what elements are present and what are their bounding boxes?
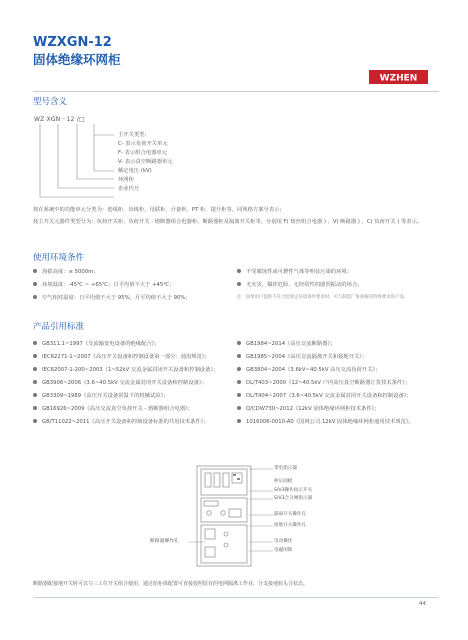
model-code-bracket-lines [34, 122, 129, 200]
environment-item: 无火灾、爆炸危险、无经常性的剧烈振动的场合。 [237, 281, 363, 289]
bullet-icon [237, 406, 241, 410]
footer-note: 断路器配接地开关时可以与三工位开关组合使用，通过给柜体配置可直接按照原有的电网隔离工作业，分支接地转头合状态。 [33, 581, 309, 587]
brand-logo [369, 70, 428, 84]
svg-text:WZHEN: WZHEN [379, 73, 418, 84]
bullet-icon [237, 269, 241, 273]
standard-item: GB3309~1989《高压开关设备常温下的机械试验》； [33, 392, 169, 400]
standard-item: IEC62271-1~2007《高压开关设备和控制设备第一部分：通用规范》； [33, 353, 210, 361]
model-label: C- 表示负荷开关单元 [118, 141, 168, 147]
environment-item: 海拔高度：≤ 5000m； [33, 268, 99, 276]
bullet-icon [237, 380, 241, 384]
bullet-icon [33, 367, 37, 371]
section-heading-model: 型号含义 [33, 97, 68, 107]
standard-item: GB/T11022~2011《高压开关设备和控制设备标准的共用技术条件》； [33, 418, 209, 426]
bullet-icon [33, 380, 37, 384]
environment-item: 环境温度：-45℃ ~ +65℃；日平均值不大于 +45℃； [33, 281, 175, 289]
model-label: V- 表示真空断路器单元 [118, 159, 173, 165]
diagram-label: 柜后面板 [274, 479, 293, 484]
environment-note: 注：如果用户提供不符合此规定环境条件要求时，可与制造厂协商解决特殊要求的产品。 [237, 295, 409, 300]
section-heading-standards: 产品引用标准 [33, 322, 85, 332]
bullet-icon [33, 295, 37, 299]
bullet-icon [33, 341, 37, 345]
header-divider [33, 91, 439, 92]
standard-item: IEC62007-1-200~2003《1~52kV 交流金属封闭开关设备和控制设备》； [33, 366, 218, 374]
diagram-label: 隔离开关操作孔 [274, 512, 307, 517]
standard-item: Q/CDW730~2012《12kV 固体绝缘环网柜技术条件》； [237, 405, 380, 413]
model-label: 环网柜 [118, 177, 134, 183]
page-title: WZXGN-12 [33, 35, 112, 50]
bullet-icon [237, 354, 241, 358]
standard-item: 1016006-0010-A0《国网公司 12kV 固体绝缘环网柜通用技术规范》。 [237, 418, 414, 426]
standard-item: GB1984~2014《高压交流断路器》； [237, 340, 335, 348]
standard-item: DL/T403~2000《12~40.5kV 户内高压真空断路器订货技术条件》； [237, 379, 410, 387]
footer-divider [33, 597, 439, 598]
standard-item: DL/T404~2007《3.6~40.5kV 交流金属封闭开关设备和控制设备》； [237, 392, 412, 400]
bullet-icon [33, 354, 37, 358]
bullet-icon [33, 282, 37, 286]
standard-item: GB3906~2006《3.6~40.5kV 交流金属封闭开关设备和控制设备》； [33, 379, 207, 387]
model-paragraph: 按主开关元器件类型分为：负荷开关柜、负荷开关 - 熔断器组合电器柜、断路器柜及隔离开关柜等，分别用 F( 熔丝组合电器 ) 、V( 断路器 ) 、C( 负荷开关 ) 等表示。 [33, 219, 423, 225]
model-label: F- 表示组合电器单元 [118, 150, 168, 156]
diagram-label: 电动操作 [274, 539, 293, 544]
page-number: 44 [419, 601, 426, 607]
model-label: 企业代号 [118, 186, 140, 192]
bullet-icon [33, 406, 37, 410]
standard-item: GB1985~2004《高压交流隔离开关和接地开关》； [237, 353, 367, 361]
diagram-leader-lines-left [148, 465, 258, 575]
diagram-label: 接地开关操作孔 [274, 523, 307, 528]
section-heading-environment: 使用环境条件 [33, 253, 85, 263]
bullet-icon [33, 419, 37, 423]
diagram-label: 带电指示器 [274, 466, 297, 471]
standard-item: GB3804~2004《3.6kV~40.5kV 高压交流负荷开关》； [237, 366, 380, 374]
diagram-label: S/V3合分闸指示器 [274, 496, 313, 501]
environment-item: 不受腐蚀性或可燃性气体等明显污染的环境； [237, 268, 352, 276]
model-label: 额定电压 (kV) [118, 168, 152, 174]
bullet-icon [237, 393, 241, 397]
model-code: WZ XGN－12 /□ [34, 116, 85, 123]
bullet-icon [33, 269, 37, 273]
bullet-icon [237, 282, 241, 286]
model-label: 主开关类型: [118, 132, 147, 138]
bullet-icon [237, 419, 241, 423]
standard-item: GB16926~2009《高压交流真空负荷开关 - 熔断器组合电器》； [33, 405, 193, 413]
bullet-icon [237, 341, 241, 345]
environment-item: 空气相对温度：日平均值不大于 95%，月平均值不大于 90%； [33, 294, 191, 302]
diagram-label: S/V3操作指示开关 [274, 488, 313, 493]
model-paragraph: 按在系统中的功能单元分类为：进线柜、出线柜、母联柜、计量柜、PT 柜、提升柜等，同规格方案号表示； [33, 207, 285, 213]
bullet-icon [237, 367, 241, 371]
diagram-label-breaker-hole: 断路器操作孔 [150, 539, 179, 544]
bullet-icon [33, 393, 37, 397]
page-subtitle: 固体绝缘环网柜 [33, 52, 121, 67]
diagram-leader-lines-right [245, 465, 275, 575]
diagram-label: 电磁闭锁 [274, 548, 293, 553]
standard-item: GB311.1~1997《交流输变电设备的绝缘配合》； [33, 340, 160, 348]
